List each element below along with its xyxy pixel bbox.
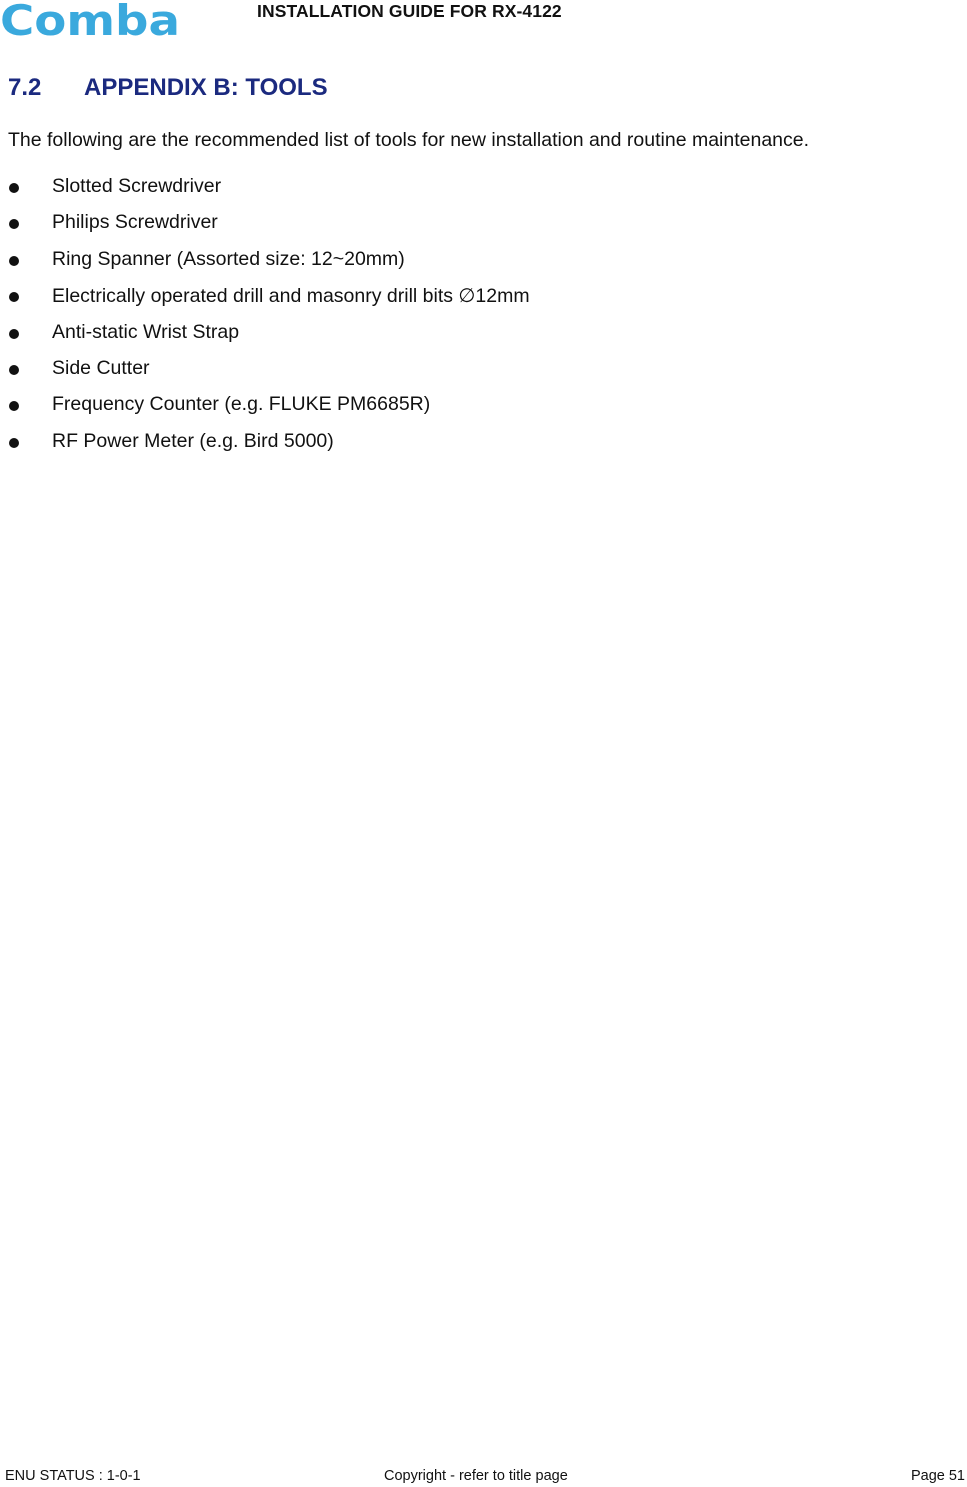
tool-label: Slotted Screwdriver (52, 175, 222, 197)
tool-label: RF Power Meter (e.g. Bird 5000) (52, 429, 334, 452)
bullet-icon (9, 329, 19, 339)
tool-label: Frequency Counter (e.g. FLUKE PM6685R) (52, 393, 431, 416)
bullet-icon (9, 365, 19, 375)
tool-label: Philips Screwdriver (52, 211, 218, 234)
tool-label: Anti-static Wrist Strap (52, 320, 240, 343)
intro-paragraph: The following are the recommended list of tools for new installation and routine maintenance. (8, 129, 810, 151)
section-heading (8, 74, 328, 102)
bullet-icon (9, 256, 19, 266)
logo-text: Comba (0, 2, 180, 40)
page-footer (0, 1466, 967, 1486)
bullet-icon (9, 401, 19, 411)
section-number: 7.2 (8, 74, 42, 101)
bullet-icon (9, 219, 19, 229)
tool-label: Electrically operated drill and masonry drill bits ∅12mm (52, 285, 530, 308)
tool-label: Side Cutter (52, 356, 150, 379)
bullet-icon (9, 438, 19, 448)
section-title: APPENDIX B: TOOLS (84, 74, 328, 101)
bullet-icon (9, 292, 19, 302)
document-title: INSTALLATION GUIDE FOR RX-4122 (257, 1, 562, 21)
tool-label: Ring Spanner (Assorted size: 12~20mm) (52, 247, 405, 270)
status-label: ENU STATUS : 1-0-1 (5, 1468, 141, 1484)
page-header (0, 0, 967, 44)
page-number: Page 51 (910, 1468, 965, 1484)
comba-logo (0, 2, 182, 40)
copyright-label: Copyright - refer to title page (384, 1468, 568, 1484)
bullet-icon (9, 183, 19, 193)
